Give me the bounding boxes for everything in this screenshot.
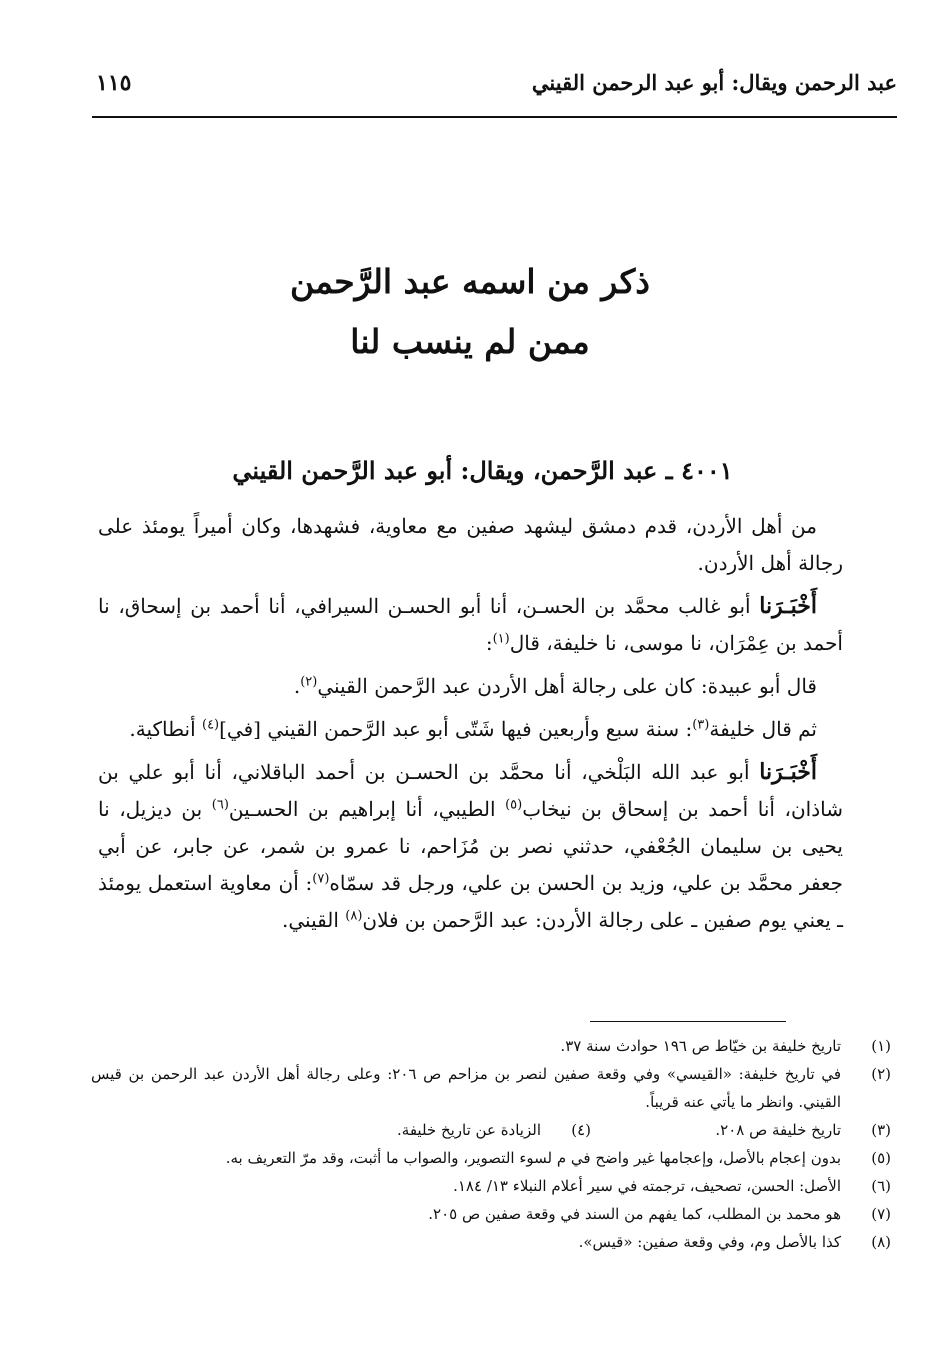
khalifa-text-c: أنطاكية. (129, 717, 202, 741)
footnote-2 (91, 1060, 891, 1116)
footnote-pair-3-4 (91, 1116, 891, 1144)
footnote-8 (91, 1228, 891, 1256)
footnote-text: في تاريخ خليفة: «القيسي» وفي وقعة صفين لنصر بن مزاحم ص ٢٠٦: وعلى رجالة أهل الأردن عبد الرحمن بن قيس القيني. وانظر ما يأتي عنه قريباً. (91, 1065, 841, 1111)
footnote-ref-1: (١) (492, 631, 510, 647)
section-title-line-2: ممن لم ينسب لنا (350, 322, 590, 361)
footnote-3 (591, 1116, 891, 1144)
footnote-number: (٢) (871, 1065, 891, 1083)
section-title (150, 252, 790, 372)
footnote-ref-3: (٣) (692, 717, 710, 733)
footnote-text: بدون إعجام بالأصل، وإعجامها غير واضح في م لسوء التصوير، والصواب ما أثبت، وقد مرّ التعريف به. (225, 1149, 841, 1167)
page-number: ١١٥ (96, 70, 132, 96)
page-header (92, 66, 897, 106)
paragraph-khalifa (98, 711, 843, 748)
paragraph-abu-ubayda (98, 668, 843, 705)
footnote-ref-8: (٨) (345, 908, 363, 924)
footnote-text: تاريخ خليفة ص ٢٠٨. (715, 1121, 841, 1139)
isnad-2-text-c: بن ديزيل، نا يحيى بن سليمان الجُعْفي، حدثني نصر بن مُزَاحم، نا عمرو بن شمر، عن جابر، عن أبي جعفر محمَّد بن علي، وزيد بن الحسن بن علي، ورجل قد سمّاه (98, 797, 844, 895)
isnad-2-text-d: : أن معاوية استعمل يومئذ ـ يعني يوم صفين ـ على رجالة الأردن: عبد الرَّحمن بن فلان (98, 871, 843, 932)
abu-ubayda-text: قال أبو عبيدة: كان على رجالة أهل الأردن عبد الرَّحمن القيني (317, 674, 817, 698)
footnote-number: (٣) (871, 1121, 891, 1139)
footnote-5 (91, 1144, 891, 1172)
footnote-text: هو محمد بن المطلب، كما يفهم من السند في وقعة صفين ص ٢٠٥. (428, 1205, 841, 1223)
footnote-ref-6: (٦) (211, 797, 229, 813)
footnote-6 (91, 1172, 891, 1200)
footnote-number: (٨) (871, 1233, 891, 1251)
footnote-ref-5: (٥) (505, 797, 523, 813)
abu-ubayda-end: . (293, 674, 301, 698)
footnote-number: (١) (871, 1037, 891, 1055)
khalifa-text-a: ثم قال خليفة (709, 717, 817, 741)
footnote-text: كذا بالأصل وم، وفي وقعة صفين: «قيس». (578, 1233, 841, 1251)
footnote-rule (590, 1021, 786, 1022)
footnote-7 (91, 1200, 891, 1228)
running-head: عبد الرحمن ويقال: أبو عبد الرحمن القيني (531, 70, 897, 95)
footnote-number: (٤) (571, 1121, 591, 1139)
header-rule (92, 116, 897, 118)
isnad-2-text-e: القيني. (282, 908, 346, 932)
footnote-ref-7: (٧) (312, 871, 330, 887)
footnotes (91, 1032, 891, 1256)
footnote-text: تاريخ خليفة بن خيّاط ص ١٩٦ حوادث سنة ٣٧. (560, 1037, 841, 1055)
isnad-2-text-b: الطيبي، أنا إبراهيم بن الحسـين (228, 797, 506, 821)
akhbarana-lead-2: أَخْبَـرَنا (759, 759, 817, 785)
footnote-ref-2: (٢) (300, 674, 318, 690)
footnote-4 (291, 1116, 591, 1144)
footnote-number: (٦) (871, 1177, 891, 1195)
section-title-line-1: ذكر من اسمه عبد الرَّحمن (290, 262, 650, 301)
paragraph-biography: من أهل الأردن، قدم دمشق ليشهد صفين مع معاوية، فشهدها، وكان أميراً يومئذ على رجالة أهل الأردن. (98, 514, 843, 575)
footnote-number: (٧) (871, 1205, 891, 1223)
paragraph-isnad-1 (98, 588, 843, 662)
footnote-1 (91, 1032, 891, 1060)
khalifa-text-b: : سنة سبع وأربعين فيها شَتّى أبو عبد الرَّحمن القيني [في] (219, 717, 693, 741)
footnote-text: الأصل: الحسن، تصحيف، ترجمته في سير أعلام النبلاء ١٣/ ١٨٤. (453, 1177, 841, 1195)
footnote-text: الزيادة عن تاريخ خليفة. (397, 1121, 541, 1139)
isnad-2-text-a: أبو عبد الله البَلْخي، أنا محمَّد بن الحسـن بن أحمد الباقلاني، أنا أبو علي بن شاذان، أنا أحمد بن إسحاق بن نيخاب (98, 760, 843, 821)
isnad-1-text: أبو غالب محمَّد بن الحسـن، أنا أبو الحسـن السيرافي، أنا أحمد بن إسحاق، نا أحمد بن عِمْرَان، نا موسى، نا خليفة، قال (98, 594, 843, 655)
entry-heading: ٤٠٠١ ـ عبد الرَّحمن، ويقال: أبو عبد الرَّحمن القيني (232, 456, 733, 485)
isnad-1-end: : (485, 631, 493, 655)
paragraph-isnad-2 (98, 754, 843, 939)
footnote-number: (٥) (871, 1149, 891, 1167)
akhbarana-lead: أَخْبَـرَنا (759, 593, 817, 619)
entry-body (98, 508, 843, 945)
footnote-ref-4: (٤) (201, 717, 220, 733)
